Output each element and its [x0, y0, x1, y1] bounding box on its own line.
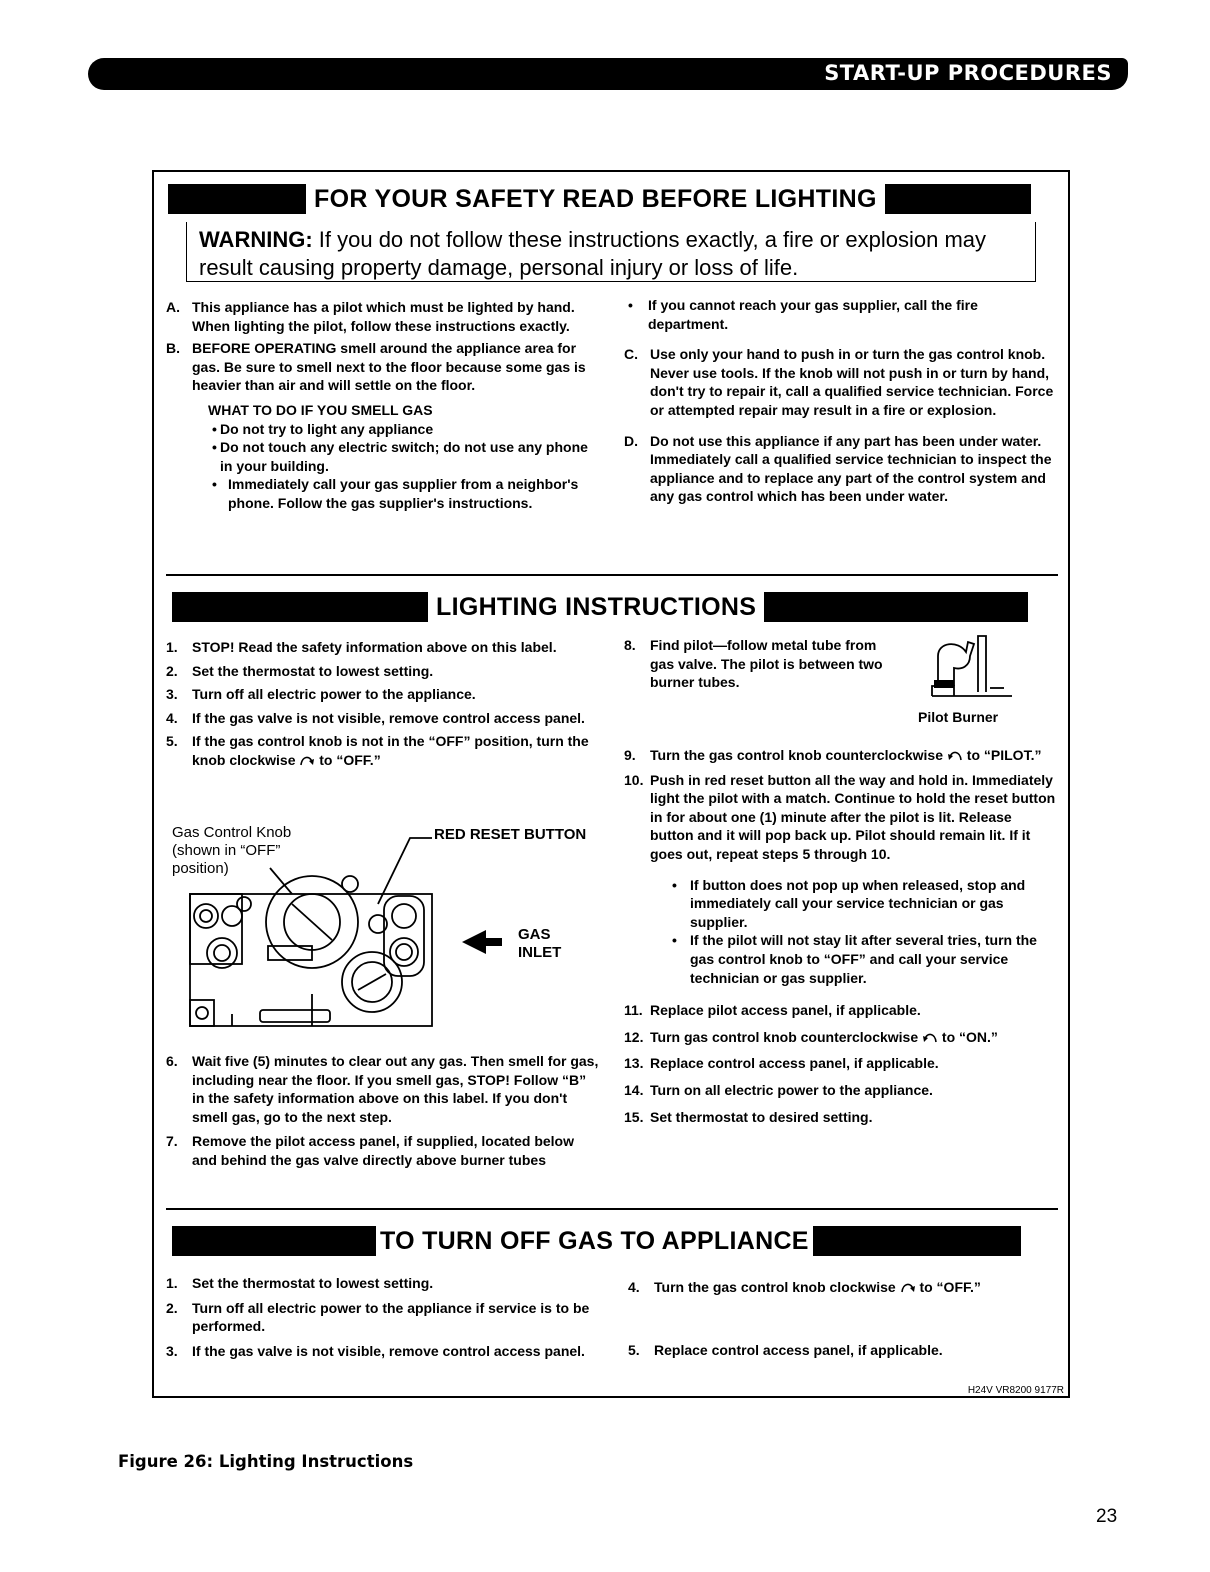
divider: [166, 1208, 1058, 1210]
pilot-burner-label: Pilot Burner: [918, 709, 999, 725]
gas-inlet-label: GAS INLET: [518, 926, 562, 961]
lighting-label: [152, 170, 1070, 1398]
smell-gas-title: WHAT TO DO IF YOU SMELL GAS: [208, 401, 433, 418]
step-15: 15. Set thermostat to desired setting.: [624, 1108, 873, 1125]
step-8: 8. Find pilot—follow metal tube from gas valve. The pilot is between two burner tubes.: [624, 637, 883, 691]
safety-title-row: [168, 184, 1031, 214]
turnoff-title: TO TURN OFF GAS TO APPLIANCE: [380, 1226, 809, 1255]
step-2: 2. Set the thermostat to lowest setting.: [166, 662, 434, 679]
safety-item-c: C. Use only your hand to push in or turn the gas control knob. Never use tools. If the knob will not push in or turn by hand, don't try to repair it, call a qualified service technician. Force or attempted repair may result in a fire or explosion.: [624, 346, 1054, 418]
safety-title: FOR YOUR SAFETY READ BEFORE LIGHTING: [314, 184, 877, 213]
safety-item-d: D. Do not use this appliance if any part has been under water. Immediately call a qualified service technician to inspect the appliance and to replace any part of the control system and any gas control which has been under water.: [624, 432, 1052, 505]
step-4: 4. If the gas valve is not visible, remove control access panel.: [166, 709, 585, 726]
turnoff-step-5: 5. Replace control access panel, if applicable.: [628, 1341, 943, 1358]
figure-caption: Figure 26: Lighting Instructions: [118, 1452, 414, 1471]
gas-valve-diagram: [172, 824, 612, 1049]
turnoff-title-row: [172, 1226, 1021, 1256]
step-9: 9. Turn the gas control knob counterclockwise to “PILOT.”: [624, 747, 1042, 763]
divider: [166, 574, 1058, 576]
lighting-left-column: [166, 638, 602, 770]
warning-label: WARNING:: [199, 227, 313, 252]
gas-inlet-arrow-icon: [462, 930, 502, 954]
step-14: 14. Turn on all electric power to the appliance.: [624, 1081, 933, 1098]
smell-bullet-4: • If you cannot reach your gas supplier, call the fire department.: [624, 296, 1054, 333]
clockwise-arrow-icon: [900, 1280, 916, 1294]
step-6: 6. Wait five (5) minutes to clear out any gas. Then smell for gas, including near the floor. If you smell gas, STOP! Follow “B” in the safety information above on this label. If you don't smell gas, go to the next step.: [166, 1053, 599, 1125]
step-10: 10. Push in red reset button all the way and hold in. Immediately light the pilot with a match. Continue to hold the reset button in for about one (1) minute after the pilot is lit. Release button and it will pop back up. Pilot should remain lit. If it goes out, repeat steps 5 through 10.: [624, 771, 1056, 862]
smell-bullet-3: • Immediately call your gas supplier from a neighbor's phone. Follow the gas supplier's instructions.: [208, 475, 596, 512]
turnoff-step-3: 3. If the gas valve is not visible, remove control access panel.: [166, 1342, 585, 1359]
clockwise-arrow-icon: [299, 753, 315, 767]
step-7: 7. Remove the pilot access panel, if supplied, located below and behind the gas valve directly above burner tubes: [166, 1133, 574, 1168]
step-1: 1. STOP! Read the safety information above on this label.: [166, 639, 557, 655]
lighting-left-column-bottom: [166, 1052, 602, 1170]
counterclockwise-arrow-icon: [922, 1030, 938, 1044]
warning-text: If you do not follow these instructions exactly, a fire or explosion may result causing property damage, personal injury or loss of life.: [199, 227, 987, 280]
part-code: H24V VR8200 9177R: [967, 1385, 1064, 1396]
safety-left-column: [166, 298, 596, 513]
step-10-bullet-2: • If the pilot will not stay lit after several tries, turn the gas control knob to “OFF” and call your service technician or gas supplier.: [668, 931, 1056, 987]
section-header-title: START-UP PROCEDURES: [824, 61, 1112, 85]
counterclockwise-arrow-icon: [947, 748, 963, 762]
step-13: 13. Replace control access panel, if applicable.: [624, 1055, 939, 1072]
pilot-burner-icon: [914, 622, 1024, 704]
smell-bullet-1: • Do not try to light any appliance: [208, 420, 596, 439]
turnoff-step-1: 1. Set the thermostat to lowest setting.: [166, 1275, 434, 1291]
safety-item-a: A. This appliance has a pilot which must be lighted by hand. When lighting the pilot, follow these instructions exactly.: [166, 299, 575, 334]
step-5: 5. If the gas control knob is not in the “OFF” position, turn the knob clockwise to “OFF.”: [166, 733, 589, 768]
safety-right-column: [624, 296, 1054, 506]
turnoff-step-4: 4. Turn the gas control knob clockwise to “OFF.”: [628, 1279, 981, 1295]
lighting-right-column: [624, 636, 884, 692]
lighting-right-column-lower: [624, 746, 1056, 1126]
step-10-bullet-1: • If button does not pop up when released, stop and immediately call your service technician or gas supplier.: [668, 876, 1056, 932]
red-reset-button-label: RED RESET BUTTON: [434, 826, 587, 843]
gas-control-knob-label: Gas Control Knob (shown in “OFF” position): [172, 824, 292, 877]
turnoff-step-2: 2. Turn off all electric power to the appliance if service is to be performed.: [166, 1299, 590, 1335]
section-header-bar: [88, 58, 1128, 90]
turnoff-left-column: [166, 1274, 602, 1360]
lighting-title: LIGHTING INSTRUCTIONS: [436, 592, 757, 621]
page-number: 23: [1096, 1506, 1118, 1527]
warning-box: [186, 222, 1036, 282]
smell-bullet-2: • Do not touch any electric switch; do not use any phone in your building.: [208, 438, 596, 475]
step-12: 12. Turn gas control knob counterclockwise to “ON.”: [624, 1028, 998, 1045]
turnoff-right-column: [628, 1278, 1060, 1359]
step-3: 3. Turn off all electric power to the appliance.: [166, 686, 476, 703]
safety-item-b: B. BEFORE OPERATING smell around the appliance area for gas. Be sure to smell next to the floor because some gas is heavier than air and will settle on the floor.: [166, 340, 586, 394]
smell-gas-block: [166, 401, 596, 513]
lighting-title-row: [172, 592, 1028, 622]
step-11: 11. Replace pilot access panel, if applicable.: [624, 1002, 921, 1019]
